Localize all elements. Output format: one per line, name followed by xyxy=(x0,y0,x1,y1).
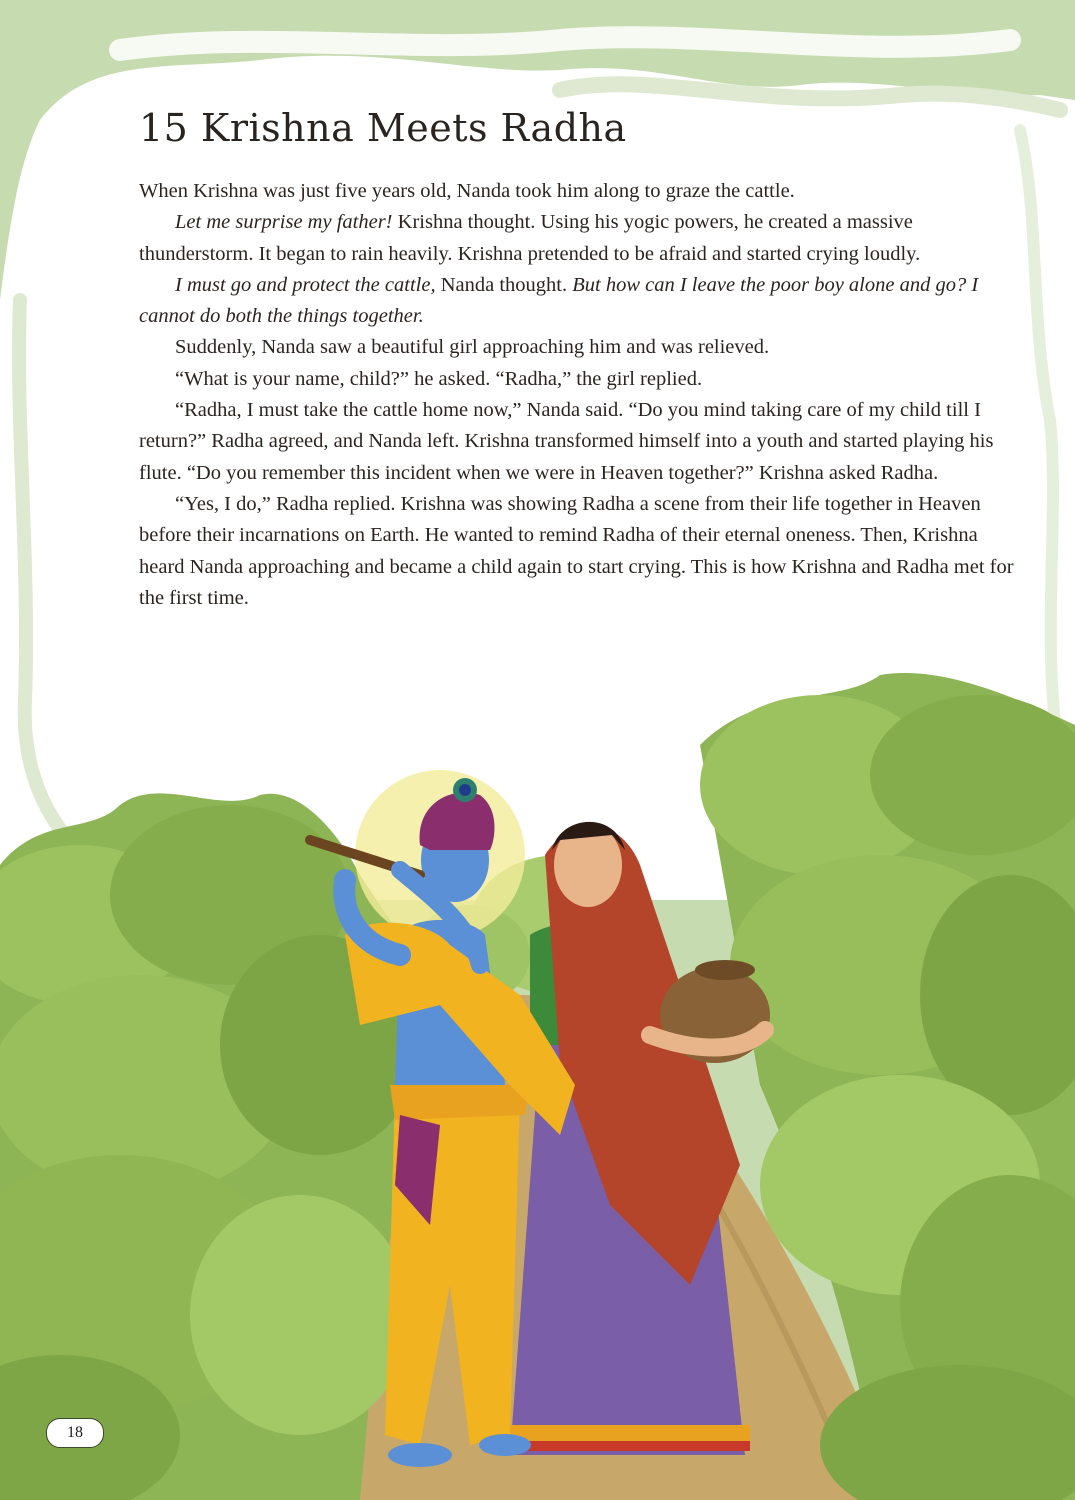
page-number: 18 xyxy=(46,1418,104,1448)
paragraph-5: “What is your name, child?” he asked. “Radha,” the girl replied. xyxy=(175,367,703,390)
paragraph-4: Suddenly, Nanda saw a beautiful girl approaching him and was relieved. xyxy=(175,336,770,359)
paragraph-1: When Krishna was just five years old, Nanda took him along to graze the cattle. xyxy=(139,180,795,202)
paragraph-3 xyxy=(139,270,1019,333)
krishna-radha-illustration xyxy=(0,665,1075,1500)
paragraph-2-text: Krishna thought. Using his yogic powers, he created a massive thunderstorm. It began to rain heavily. Krishna pretended to be afraid and started crying loudly. xyxy=(139,211,921,265)
paragraph-3-text: Nanda thought. xyxy=(435,273,573,296)
story-text xyxy=(139,100,1019,614)
paragraph-2 xyxy=(139,207,1019,270)
left-bushes xyxy=(0,793,425,1500)
story-title: 15 Krishna Meets Radha xyxy=(139,106,627,150)
paragraph-3-italic-a: I must go and protect the cattle, xyxy=(175,273,436,296)
paragraph-3-italic-b: But how can I leave the poor boy alone and go? I cannot do both the things together. xyxy=(139,273,979,328)
paragraph-7: “Yes, I do,” Radha replied. Krishna was showing Radha a scene from their life together in Heaven before their incarnations on Earth. He wanted to remind Radha of their eternal oneness. Then, Krishna heard Nanda approaching and became a child again to start crying. This is how Krishna and Radha met for the first time. xyxy=(139,492,1014,609)
paragraph-2-italic: Let me surprise my father! xyxy=(175,211,393,234)
paragraph-6: “Radha, I must take the cattle home now,” Nanda said. “Do you mind taking care of my child till I return?” Radha agreed, and Nanda left. Krishna transformed himself into a youth and started playing his flute. “Do you remember this incident when we were in Heaven together?” Krishna asked Radha. xyxy=(139,399,994,484)
